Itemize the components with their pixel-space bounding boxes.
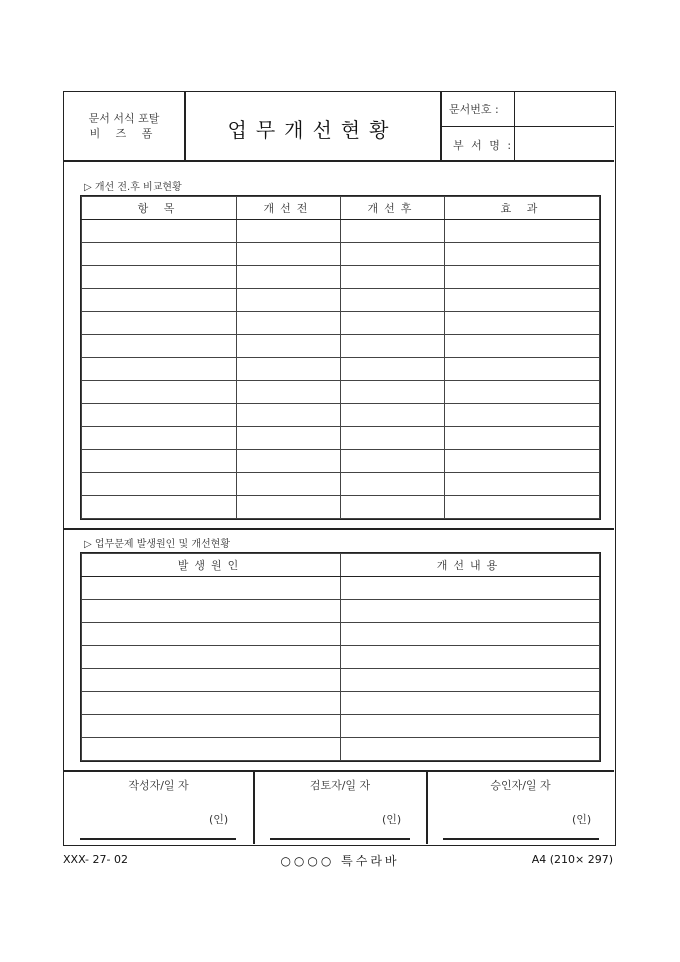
comparison-cell[interactable] [445,266,600,289]
signature-approver-label: 승인자/일 자 [490,779,551,792]
comparison-cell[interactable] [341,312,445,335]
table-row [82,577,600,600]
comparison-cell[interactable] [82,450,237,473]
table-row [82,335,600,358]
cause-cell[interactable] [82,692,341,715]
comparison-cell[interactable] [237,358,341,381]
comparison-cell[interactable] [82,220,237,243]
cause-cell[interactable] [341,600,600,623]
cause-cell[interactable] [341,623,600,646]
comparison-header-1: 개선전 [237,197,341,220]
comparison-header-0: 항 목 [82,197,237,220]
header-divider [64,160,614,162]
comparison-cell[interactable] [237,381,341,404]
table-row [82,243,600,266]
table-row [82,646,600,669]
table-row [82,312,600,335]
cause-cell[interactable] [82,577,341,600]
comparison-cell[interactable] [445,427,600,450]
comparison-cell[interactable] [82,496,237,519]
table-row [82,692,600,715]
table-row [82,715,600,738]
portal-line2: 비 즈 폼 [89,127,159,140]
comparison-header-2: 개선후 [341,197,445,220]
cause-cell[interactable] [82,646,341,669]
cause-table [81,553,600,761]
table-row [82,738,600,761]
comparison-cell[interactable] [82,473,237,496]
comparison-cell[interactable] [82,404,237,427]
signature-reviewer-label: 검토자/일 자 [309,779,371,792]
table-row [82,381,600,404]
paper-size: A4 (210× 297) [531,853,613,866]
comparison-cell[interactable] [82,335,237,358]
signature-author-line[interactable] [80,838,236,840]
comparison-cell[interactable] [445,312,600,335]
signature-approver-seal: (인) [572,813,592,826]
comparison-header-3: 효 과 [445,197,600,220]
cause-header-1: 개선내용 [341,554,600,577]
comparison-cell[interactable] [341,473,445,496]
table-row [82,358,600,381]
cause-cell[interactable] [82,623,341,646]
form-frame [63,91,616,846]
cause-header-0: 발생원인 [82,554,341,577]
comparison-cell[interactable] [445,381,600,404]
cause-cell[interactable] [341,692,600,715]
comparison-cell[interactable] [341,381,445,404]
comparison-cell[interactable] [237,243,341,266]
comparison-cell[interactable] [341,358,445,381]
comparison-cell[interactable] [341,220,445,243]
comparison-cell[interactable] [237,289,341,312]
cause-cell[interactable] [341,738,600,761]
table-row [82,266,600,289]
comparison-cell[interactable] [237,473,341,496]
section-divider [64,528,614,530]
dept-label: 부 서 명 : [453,139,514,152]
comparison-cell[interactable] [82,358,237,381]
comparison-cell[interactable] [445,335,600,358]
comparison-cell[interactable] [445,289,600,312]
table-row [82,289,600,312]
cause-cell[interactable] [341,715,600,738]
company-name: ○○○○ 특수라바 [280,854,400,868]
comparison-cell[interactable] [237,335,341,358]
cause-cell[interactable] [341,646,600,669]
section1-heading: ▷ 개선 전.후 비교현황 [84,182,182,193]
comparison-cell[interactable] [445,496,600,519]
signature-reviewer-line[interactable] [270,838,410,840]
signature-divider [64,770,614,772]
comparison-cell[interactable] [445,243,600,266]
comparison-cell[interactable] [237,450,341,473]
comparison-cell[interactable] [445,220,600,243]
comparison-cell[interactable] [341,243,445,266]
table-row [82,450,600,473]
comparison-cell[interactable] [82,312,237,335]
comparison-cell[interactable] [341,496,445,519]
comparison-cell[interactable] [341,450,445,473]
cause-cell[interactable] [341,669,600,692]
table-row [82,404,600,427]
cause-cell[interactable] [82,715,341,738]
table-row [82,473,600,496]
table-row [82,600,600,623]
table-row [82,669,600,692]
comparison-cell[interactable] [237,404,341,427]
signature-approver-line[interactable] [443,838,599,840]
comparison-cell[interactable] [445,404,600,427]
table-row [82,496,600,519]
comparison-cell[interactable] [341,289,445,312]
comparison-cell[interactable] [341,404,445,427]
comparison-cell[interactable] [82,381,237,404]
cause-cell[interactable] [341,577,600,600]
comparison-cell[interactable] [82,266,237,289]
table-row [82,427,600,450]
comparison-cell[interactable] [237,312,341,335]
cause-cell[interactable] [82,669,341,692]
form-code: XXX- 27- 02 [63,853,128,866]
comparison-cell[interactable] [82,427,237,450]
table-row [82,623,600,646]
cause-cell[interactable] [82,738,341,761]
signature-author-label: 작성자/일 자 [128,779,189,792]
cause-cell[interactable] [82,600,341,623]
page-title: 업무개선현황 [227,118,398,142]
comparison-cell[interactable] [82,243,237,266]
comparison-cell[interactable] [82,289,237,312]
comparison-cell[interactable] [445,358,600,381]
signature-author-seal: (인) [209,813,229,826]
comparison-cell[interactable] [237,427,341,450]
comparison-table [81,196,600,519]
section2-heading: ▷ 업무문제 발생원인 및 개선현황 [84,539,230,550]
signature-reviewer-seal: (인) [382,813,402,826]
comparison-cell[interactable] [341,335,445,358]
comparison-cell[interactable] [237,496,341,519]
comparison-cell[interactable] [237,266,341,289]
header-hline [440,126,614,127]
comparison-cell[interactable] [237,220,341,243]
doc-no-label: 문서번호 : [449,103,499,116]
comparison-cell[interactable] [341,427,445,450]
portal-line1: 문서 서식 포탈 [88,112,160,125]
comparison-cell[interactable] [445,473,600,496]
comparison-cell[interactable] [341,266,445,289]
comparison-cell[interactable] [445,450,600,473]
table-row [82,220,600,243]
